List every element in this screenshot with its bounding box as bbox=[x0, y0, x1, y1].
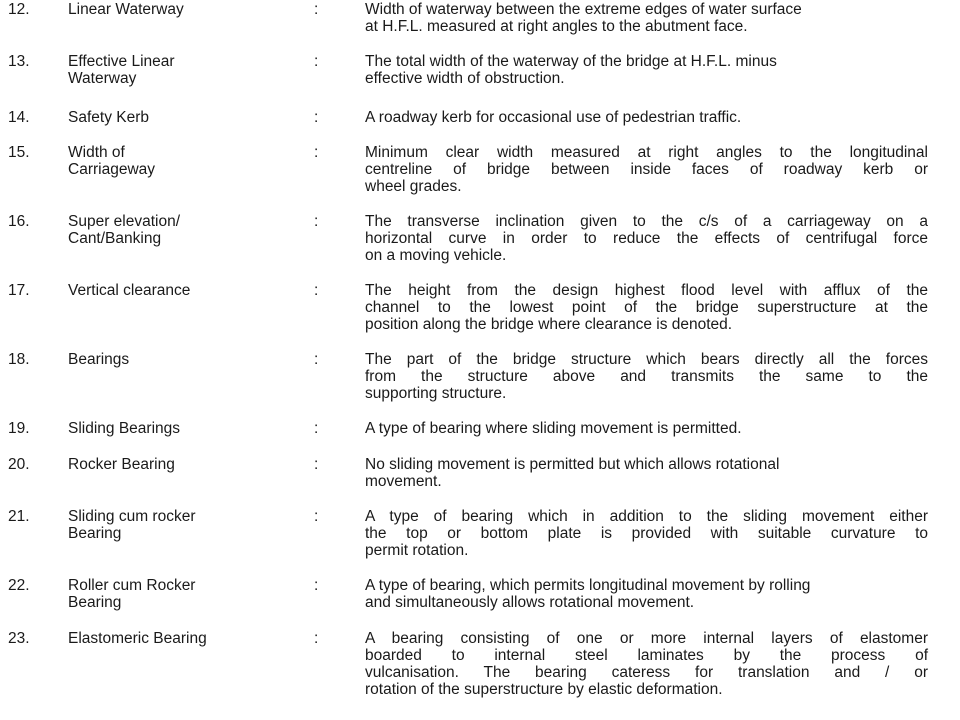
entry-definition-line: horizontal curve in order to reduce the effects of centrifugal force bbox=[365, 230, 928, 247]
entry-term-line: Cant/Banking bbox=[68, 230, 162, 247]
entry-definition-line: Minimum clear width measured at right angles to the longitudinal bbox=[365, 144, 928, 161]
entry-definition-line: position along the bridge where clearance is denoted. bbox=[365, 316, 733, 333]
entry-term bbox=[68, 53, 308, 87]
entry-separator: : bbox=[314, 508, 319, 525]
entry-definition-line: A roadway kerb for occasional use of pedestrian traffic. bbox=[365, 109, 742, 126]
entry-definition-line: movement. bbox=[365, 473, 442, 490]
entry-term-line: Linear Waterway bbox=[68, 1, 184, 18]
entry-number: 14. bbox=[8, 109, 30, 126]
entry-term bbox=[68, 577, 308, 611]
entry-definition bbox=[365, 213, 928, 264]
entry-definition-line: The height from the design highest flood level with afflux of the bbox=[365, 282, 928, 299]
entry-definition-line: supporting structure. bbox=[365, 385, 507, 402]
entry-definition-line: vulcanisation. The bearing cateress for translation and / or bbox=[365, 664, 928, 681]
entry-term bbox=[68, 456, 308, 473]
entry-separator: : bbox=[314, 282, 319, 299]
entry-term-line: Bearing bbox=[68, 594, 122, 611]
entry-term-line: Roller cum Rocker bbox=[68, 577, 196, 594]
entry-definition bbox=[365, 351, 928, 402]
entry-definition bbox=[365, 577, 928, 611]
entry-number: 13. bbox=[8, 53, 30, 70]
entry-term-line: Bearing bbox=[68, 525, 122, 542]
entry-definition bbox=[365, 456, 928, 490]
entry-definition-line: A type of bearing, which permits longitudinal movement by rolling bbox=[365, 577, 811, 594]
entry-definition-line: The transverse inclination given to the c/s of a carriageway on a bbox=[365, 213, 928, 230]
entry-number: 16. bbox=[8, 213, 30, 230]
entry-separator: : bbox=[314, 630, 319, 647]
entry-term-line: Safety Kerb bbox=[68, 109, 149, 126]
entry-term-line: Elastomeric Bearing bbox=[68, 630, 207, 647]
entry-definition bbox=[365, 282, 928, 333]
entry-number: 17. bbox=[8, 282, 30, 299]
entry-definition-line: at H.F.L. measured at right angles to the abutment face. bbox=[365, 18, 748, 35]
entry-separator: : bbox=[314, 109, 319, 126]
entry-number: 19. bbox=[8, 420, 30, 437]
entry-number: 20. bbox=[8, 456, 30, 473]
entry-term-line: Effective Linear bbox=[68, 53, 175, 70]
entry-definition-line: channel to the lowest point of the bridge superstructure at the bbox=[365, 299, 928, 316]
entry-number: 15. bbox=[8, 144, 30, 161]
entry-definition-line: The total width of the waterway of the bridge at H.F.L. minus bbox=[365, 53, 777, 70]
entry-term-line: Vertical clearance bbox=[68, 282, 191, 299]
entry-term-line: Bearings bbox=[68, 351, 130, 368]
entry-definition bbox=[365, 1, 928, 35]
entry-separator: : bbox=[314, 351, 319, 368]
entry-definition-line: on a moving vehicle. bbox=[365, 247, 507, 264]
entry-definition-line: the top or bottom plate is provided with suitable curvature to bbox=[365, 525, 928, 542]
entry-definition-line: No sliding movement is permitted but which allows rotational bbox=[365, 456, 780, 473]
entry-definition-line: effective width of obstruction. bbox=[365, 70, 565, 87]
entry-number: 23. bbox=[8, 630, 30, 647]
entry-term-line: Rocker Bearing bbox=[68, 456, 175, 473]
entry-definition-line: A type of bearing where sliding movement is permitted. bbox=[365, 420, 742, 437]
entry-definition bbox=[365, 53, 928, 87]
entry-definition-line: A bearing consisting of one or more internal layers of elastomer bbox=[365, 630, 928, 647]
entry-term bbox=[68, 630, 308, 647]
entry-definition-line: rotation of the superstructure by elastic deformation. bbox=[365, 681, 723, 698]
entry-definition-line: wheel grades. bbox=[365, 178, 462, 195]
entry-definition-line: A type of bearing which in addition to the sliding movement either bbox=[365, 508, 928, 525]
entry-definition-line: boarded to internal steel laminates by the process of bbox=[365, 647, 928, 664]
entry-term-line: Sliding cum rocker bbox=[68, 508, 196, 525]
entry-definition bbox=[365, 630, 928, 698]
entry-term-line: Waterway bbox=[68, 70, 137, 87]
entry-definition-line: and simultaneously allows rotational movement. bbox=[365, 594, 695, 611]
entry-term bbox=[68, 508, 308, 542]
entry-term-line: Super elevation/ bbox=[68, 213, 181, 230]
entry-term-line: Carriageway bbox=[68, 161, 156, 178]
entry-definition-line: Width of waterway between the extreme edges of water surface bbox=[365, 1, 802, 18]
entry-term bbox=[68, 1, 308, 18]
entry-definition bbox=[365, 144, 928, 195]
entry-term bbox=[68, 420, 308, 437]
entry-number: 12. bbox=[8, 1, 30, 18]
entry-number: 22. bbox=[8, 577, 30, 594]
entry-definition-line: permit rotation. bbox=[365, 542, 469, 559]
entry-separator: : bbox=[314, 144, 319, 161]
entry-term bbox=[68, 144, 308, 178]
entry-term bbox=[68, 351, 308, 368]
entry-separator: : bbox=[314, 1, 319, 18]
entry-separator: : bbox=[314, 213, 319, 230]
entry-separator: : bbox=[314, 456, 319, 473]
entry-term bbox=[68, 213, 308, 247]
entry-separator: : bbox=[314, 420, 319, 437]
entry-definition-line: The part of the bridge structure which bears directly all the forces bbox=[365, 351, 928, 368]
entry-definition bbox=[365, 508, 928, 559]
entry-number: 18. bbox=[8, 351, 30, 368]
entry-term-line: Sliding Bearings bbox=[68, 420, 181, 437]
entry-definition-line: centreline of bridge between inside faces of roadway kerb or bbox=[365, 161, 928, 178]
entry-definition bbox=[365, 109, 928, 126]
entry-term-line: Width of bbox=[68, 144, 125, 161]
entry-definition-line: from the structure above and transmits the same to the bbox=[365, 368, 928, 385]
entry-separator: : bbox=[314, 577, 319, 594]
entry-term bbox=[68, 282, 308, 299]
entry-term bbox=[68, 109, 308, 126]
entry-number: 21. bbox=[8, 508, 30, 525]
entry-definition bbox=[365, 420, 928, 437]
entry-separator: : bbox=[314, 53, 319, 70]
